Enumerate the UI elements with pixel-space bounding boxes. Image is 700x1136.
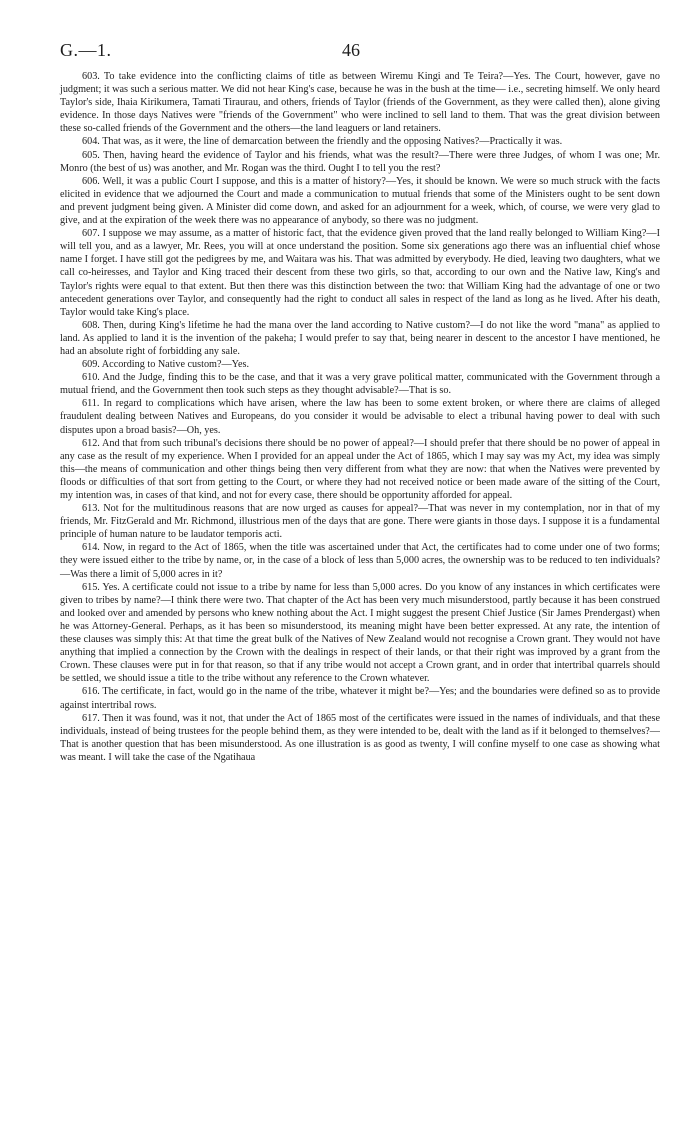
paragraph-610: 610. And the Judge, finding this to be the case, and that it was a very grave political matter, communicated with the Government through a mutual friend, and the Government then took such steps as they thought advisable?—That is so. bbox=[60, 372, 660, 397]
paragraph-611: 611. In regard to complications which have arisen, where the law has been to some extent broken, or where there are claims of alleged fraudulent dealing between Natives and Europeans, do you consider it would be advisable to elect a tribunal having power to deal with such disputes upon a broad basis?—Oh, yes. bbox=[60, 398, 660, 436]
paragraph-606: 606. Well, it was a public Court I suppose, and this is a matter of history?—Yes, it should be known. We were so much struck with the facts elicited in evidence that we adjourned the Court and made a communication to mutual friends that some of the Ministers ought to be sent down and prevent judgment being given. A Minister did come down, and asked for an adjournment for a week, which, of course, we were very glad to give, and at the expiration of the week there was no appearance of anybody, so there was no judgment. bbox=[60, 175, 660, 227]
paragraph-608: 608. Then, during King's lifetime he had the mana over the land according to Native custom?—I do not like the word "mana" as applied to land. As applied to land it is the invention of the pakeha; I would prefer to say that, being nearer in descent to the ancestor I have mentioned, he had an absolute right of forbidding any sale. bbox=[60, 319, 660, 357]
page-header bbox=[60, 40, 640, 66]
paragraph-603: 603. To take evidence into the conflicting claims of title as between Wiremu Kingi and Te Teira?—Yes. The Court, however, gave no judgment; it was such a serious matter. We did not hear King's case, because he was in the bush at the time— i.e., secreting himself. We only heard Taylor's side, Ihaia Kirikumera, Tamati Tiraurau, and others, friends of Taylor (friends of the Government, as they were called then), alone giving evidence. In those days Natives were "friends of the Government" who were inclined to sell land to them. That was the great division between these so-called friends of the Government and the others—the land leaguers or land retainers. bbox=[60, 71, 660, 135]
paragraph-605: 605. Then, having heard the evidence of Taylor and his friends, what was the result?—There were three Judges, of whom I was one; Mr. Monro (the best of us) was another, and Mr. Rogan was the third. Ought I to tell you the rest? bbox=[60, 149, 660, 174]
document-id: G.—1. bbox=[60, 40, 112, 60]
paragraph-616: 616. The certificate, in fact, would go in the name of the tribe, whatever it might be?—Yes; and the boundaries were defined so as to provide against intertribal rows. bbox=[60, 686, 660, 711]
document-body bbox=[60, 70, 660, 764]
paragraph-614: 614. Now, in regard to the Act of 1865, when the title was ascertained under that Act, the certificates had to come under one of two forms; they were issued either to the tribe by name, or, in the case of a block of less than 5,000 acres, the ownership was to be reduced to ten individuals?—Was there a limit of 5,000 acres in it? bbox=[60, 542, 660, 580]
paragraph-612: 612. And that from such tribunal's decisions there should be no power of appeal?—I should prefer that there should be no power of appeal in any case as the result of my experience. When I provided for an appeal under the Act of 1865, which I may say was my Act, my idea was simply this—the means of communication and other things being then very different from what they are now: that when the Natives were prevented by floods or difficulties of that sort from getting to the Court, or where they had not received notice or been made aware of the sitting of the Court, my intention was, in cases of that kind, and not for every case, there should be opportunity afforded for appeal. bbox=[60, 437, 660, 501]
paragraph-604: 604. That was, as it were, the line of demarcation between the friendly and the opposing Natives?—Practically it was. bbox=[82, 136, 563, 148]
paragraph-609: 609. According to Native custom?—Yes. bbox=[82, 359, 250, 371]
paragraph-617: 617. Then it was found, was it not, that under the Act of 1865 most of the certificates were issued in the names of individuals, and that these individuals, instead of being trustees for the people behind them, as they were intended to be, dealt with the land as if it belonged to themselves?—That is another question that has been misunderstood. As one illustration is as good as twenty, I will confine myself to one case as showing what was meant. I will take the case of the Ngatihaua bbox=[60, 712, 660, 763]
page-number: 46 bbox=[342, 40, 360, 60]
paragraph-613: 613. Not for the multitudinous reasons that are now urged as causes for appeal?—That was never in my contemplation, nor in that of my friends, Mr. FitzGerald and Mr. Richmond, illustrious men of the days that are gone. There were giants in those days. I suppose it is a fundamental principle of human nature to be laudator temporis acti. bbox=[60, 503, 660, 541]
paragraph-607: 607. I suppose we may assume, as a matter of historic fact, that the evidence given proved that the land really belonged to William King?—I will tell you, and as a lawyer, Mr. Rees, you will at once understand the position. Some six generations ago there was an influential chief whose name I forget. I have still got the pedigrees by me, and Waitara was his. That was admitted by everybody. He died, leaving two daughters, what we call co-heiresses, and Taylor and King traced their descent from these two girls, so that, according to our own and the Native law, King's and Taylor's rights were equal to that extent. But then there was this distinction between the two: that William King had the advantage of one or two antecedent generations over Taylor, and consequently had the right to conduct all sales in respect of the land as long as he lived. After his death, Taylor would take King's place. bbox=[60, 228, 660, 318]
paragraph-615: 615. Yes. A certificate could not issue to a tribe by name for less than 5,000 acres. Do you know of any instances in which certificates were given to tribes by name?—I think there were two. That chapter of the Act has been very much misunderstood, partly because it has been construed and looked over and amended by persons who knew nothing about the Act. I might suggest the present Chief Justice (Sir James Prendergast) when he was Attorney-General. Perhaps, as it has been so misunderstood, its meaning might have been better expressed. At any rate, the intention of these clauses was simply this: At that time the great bulk of the Natives of New Zealand would not recognise a Crown grant. They would not have anything that implied a connection by the Crown with the dealings in respect of their lands, or that their right was improved by a grant from the Crown. These clauses were put in for that reason, so that if any tribe would not accept a Crown grant, and in order that intertribal quarrels should be settled, we should issue a title to the tribe without any reference to the Crown whatever. bbox=[60, 581, 660, 685]
